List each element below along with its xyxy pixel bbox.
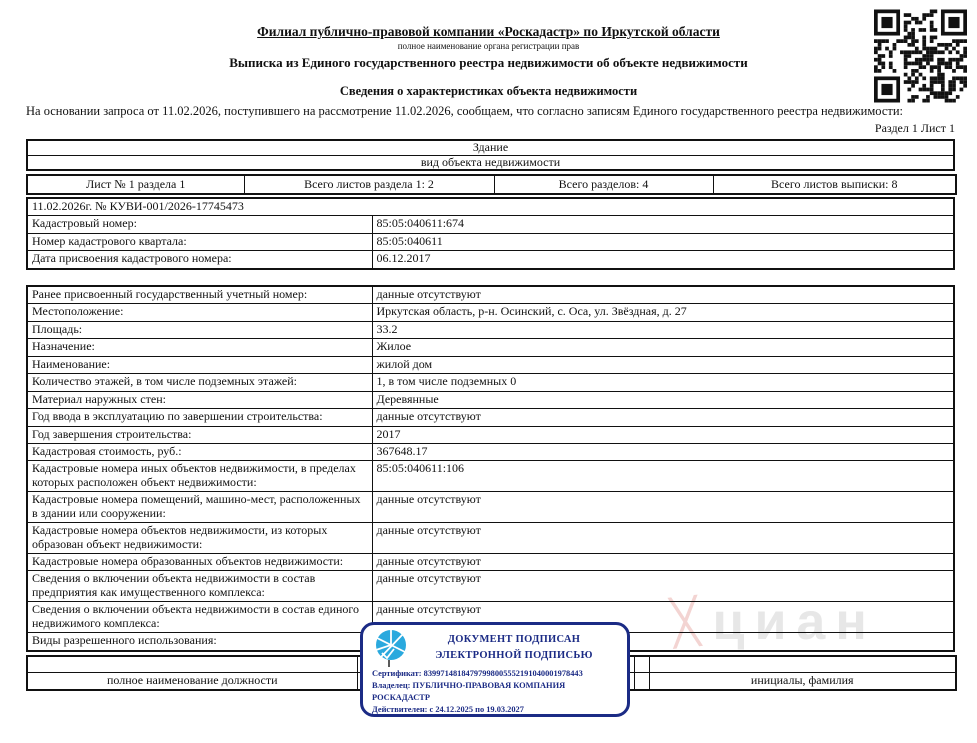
table-cell: Виды разрешенного использования: — [27, 633, 372, 651]
table-cell: данные отсутствуют — [372, 602, 954, 633]
stamp-validity: Действителен: с 24.12.2025 по 19.03.2027 — [372, 705, 524, 715]
stamp-title-line2: ЭЛЕКТРОННОЙ ПОДПИСЬЮ — [435, 650, 593, 661]
table-row — [27, 304, 954, 321]
table-cell: Год завершения строительства: — [27, 426, 372, 443]
table-cell: 85:05:040611:106 — [372, 461, 954, 492]
object-type-caption: вид объекта недвижимости — [27, 155, 954, 170]
stamp-certificate: Сертификат: 83997148184797998005552191040001978443 — [372, 669, 583, 678]
sheet-info-table — [26, 174, 957, 195]
table-row — [27, 140, 954, 155]
section-sheet-label: Раздел 1 Лист 1 — [874, 121, 955, 135]
table-cell: Кадастровые номера помещений, машино-мест, расположенных в здании или сооружении: — [27, 492, 372, 523]
footer-right-caption: инициалы, фамилия — [649, 672, 956, 690]
table-row — [27, 461, 954, 492]
request-number: 11.02.2026г. № КУВИ-001/2026-17745473 — [27, 198, 954, 216]
table-cell: Сведения о включении объекта недвижимости в состав предприятия как имущественного комплекса: — [27, 571, 372, 602]
table-row — [27, 391, 954, 408]
table-row — [27, 339, 954, 356]
table-row — [27, 571, 954, 602]
table-cell: 1, в том числе подземных 0 — [372, 374, 954, 391]
table-row — [27, 321, 954, 338]
section-title: Сведения о характеристиках объекта недвижимости — [339, 84, 638, 98]
doc-title: Выписка из Единого государственного реестра недвижимости об объекте недвижимости — [229, 55, 748, 70]
table-row — [27, 554, 954, 571]
signature-stamp — [360, 622, 630, 717]
table-row — [27, 409, 954, 426]
document-header — [110, 24, 867, 71]
table-cell: Сведения о включении объекта недвижимости в состав единого недвижимого комплекса: — [27, 602, 372, 633]
roskadastr-logo-icon — [372, 629, 410, 667]
table-row — [27, 286, 954, 304]
table-row — [27, 443, 954, 460]
table-cell: Назначение: — [27, 339, 372, 356]
table-row — [27, 175, 956, 194]
cadastral-table — [26, 197, 955, 270]
sheet-info-cell: Лист № 1 раздела 1 — [27, 175, 244, 194]
cian-watermark-text: циан — [712, 593, 877, 651]
object-type-value: Здание — [27, 140, 954, 155]
details-table — [26, 285, 955, 652]
stamp-title-line1: ДОКУМЕНТ ПОДПИСАН — [447, 634, 581, 646]
table-cell: Ранее присвоенный государственный учетный номер: — [27, 286, 372, 304]
table-cell: Жилое — [372, 339, 954, 356]
table-row — [27, 233, 954, 250]
table-cell: Местоположение: — [27, 304, 372, 321]
table-cell: данные отсутствуют — [372, 409, 954, 426]
table-cell: 33.2 — [372, 321, 954, 338]
table-cell: 85:05:040611:674 — [372, 216, 954, 233]
table-cell: Площадь: — [27, 321, 372, 338]
empty-cell — [634, 656, 649, 672]
table-cell: Год ввода в эксплуатацию по завершении строительства: — [27, 409, 372, 426]
table-cell: данные отсутствуют — [372, 286, 954, 304]
table-cell: Деревянные — [372, 391, 954, 408]
empty-cell — [634, 672, 649, 690]
table-row — [27, 374, 954, 391]
table-cell: данные отсутствуют — [372, 554, 954, 571]
table-row — [27, 356, 954, 373]
signature-cell — [649, 656, 956, 672]
table-cell: Дата присвоения кадастрового номера: — [27, 251, 372, 269]
table-row — [27, 198, 954, 216]
table-cell: Кадастровые номера объектов недвижимости, из которых образован объект недвижимости: — [27, 523, 372, 554]
table-cell: Номер кадастрового квартала: — [27, 233, 372, 250]
table-row — [27, 216, 954, 233]
sheet-info-cell: Всего разделов: 4 — [494, 175, 713, 194]
stamp-owner: Владелец: ПУБЛИЧНО-ПРАВОВАЯ КОМПАНИЯ РОСКАДАСТР — [372, 681, 566, 702]
table-cell: жилой дом — [372, 356, 954, 373]
footer-left-caption: полное наименование должности — [27, 672, 357, 690]
table-cell: Кадастровая стоимость, руб.: — [27, 443, 372, 460]
table-row — [27, 251, 954, 269]
table-row — [27, 426, 954, 443]
request-line: На основании запроса от 11.02.2026, поступившего на рассмотрение 11.02.2026, сообщаем, что согласно записям Единого государственного реестра недвижимости: — [26, 104, 903, 118]
table-cell: 2017 — [372, 426, 954, 443]
object-type-table — [26, 139, 955, 171]
table-cell: Кадастровые номера иных объектов недвижимости, в пределах которых расположен объект недвижимости: — [27, 461, 372, 492]
table-row — [27, 492, 954, 523]
table-cell: Кадастровые номера образованных объектов недвижимости: — [27, 554, 372, 571]
table-cell: данные отсутствуют — [372, 523, 954, 554]
table-cell: Количество этажей, в том числе подземных этажей: — [27, 374, 372, 391]
table-row — [27, 523, 954, 554]
sheet-info-cell: Всего листов раздела 1: 2 — [244, 175, 494, 194]
table-cell: Наименование: — [27, 356, 372, 373]
table-cell: 367648.17 — [372, 443, 954, 460]
table-cell: 85:05:040611 — [372, 233, 954, 250]
table-cell: данные отсутствуют — [372, 492, 954, 523]
signature-cell — [27, 656, 357, 672]
cian-logo-glyph: ╳ — [669, 595, 702, 649]
table-cell: данные отсутствуют — [372, 571, 954, 602]
table-row — [27, 155, 954, 170]
table-cell: Кадастровый номер: — [27, 216, 372, 233]
qr-code-icon — [874, 9, 967, 103]
table-cell: Иркутская область, р-н. Осинский, с. Оса, ул. Звёздная, д. 27 — [372, 304, 954, 321]
org-caption: полное наименование органа регистрации прав — [397, 41, 580, 51]
org-name: Филиал публично-правовой компании «Роскадастр» по Иркутской области — [257, 24, 720, 39]
table-cell: Материал наружных стен: — [27, 391, 372, 408]
table-cell: 06.12.2017 — [372, 251, 954, 269]
sheet-info-cell: Всего листов выписки: 8 — [713, 175, 956, 194]
